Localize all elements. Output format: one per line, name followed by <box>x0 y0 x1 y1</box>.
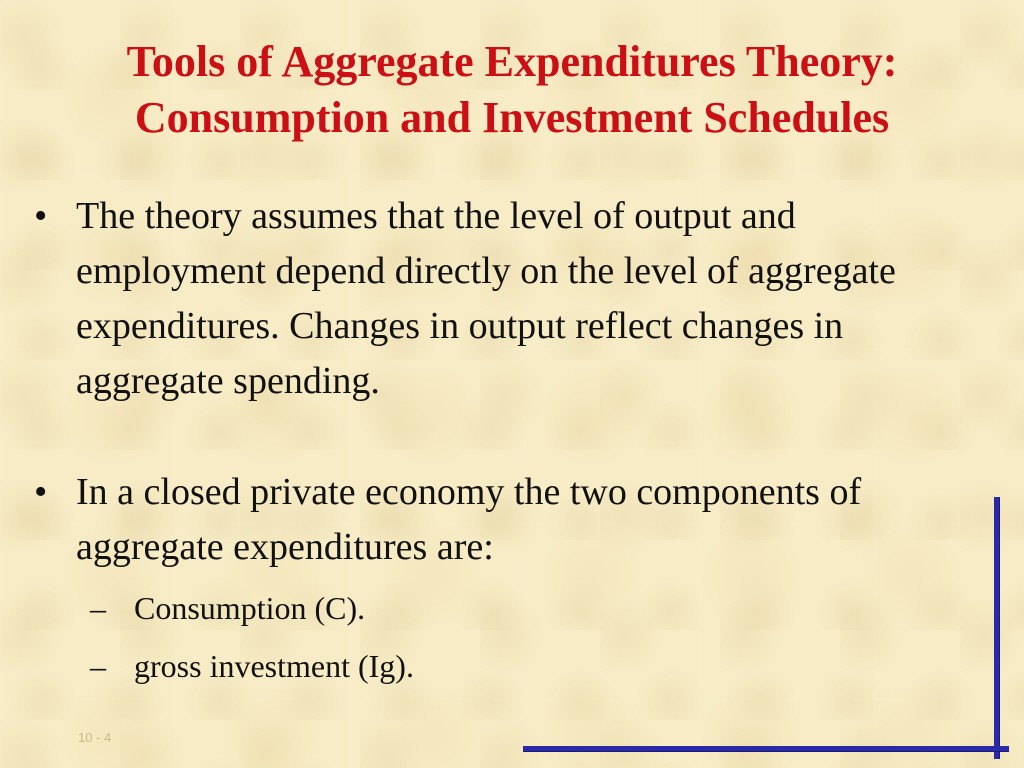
sub-bullet-text: Consumption (C). <box>134 590 366 626</box>
title-line-2: Consumption and Investment Schedules <box>134 93 890 142</box>
slide-title <box>0 34 1024 146</box>
bullet-marker: • <box>34 195 48 237</box>
sub-bullet-item <box>90 579 990 637</box>
bullet-item <box>30 189 990 409</box>
bullet-text: In a closed private economy the two components of aggregate expenditures are: <box>76 471 862 568</box>
title-line-1: Tools of Aggregate Expenditures Theory: <box>126 37 898 86</box>
sub-bullet-marker: – <box>90 590 106 626</box>
bullet-list <box>30 189 990 695</box>
slide-number: 10 - 4 <box>78 730 112 745</box>
bullet-item <box>30 465 990 695</box>
sub-bullet-list <box>76 579 990 695</box>
bullet-text: The theory assumes that the level of output and employment depend directly on the level of aggregate expenditures. Changes in output reflect changes in aggregate spending. <box>76 195 896 402</box>
sub-bullet-text: gross investment (Ig). <box>134 648 414 684</box>
decorative-frame-horizontal-line <box>523 746 1009 751</box>
bullet-marker: • <box>34 471 48 513</box>
sub-bullet-item <box>90 637 990 695</box>
decorative-frame-vertical-line <box>994 497 999 759</box>
sub-bullet-marker: – <box>90 648 106 684</box>
